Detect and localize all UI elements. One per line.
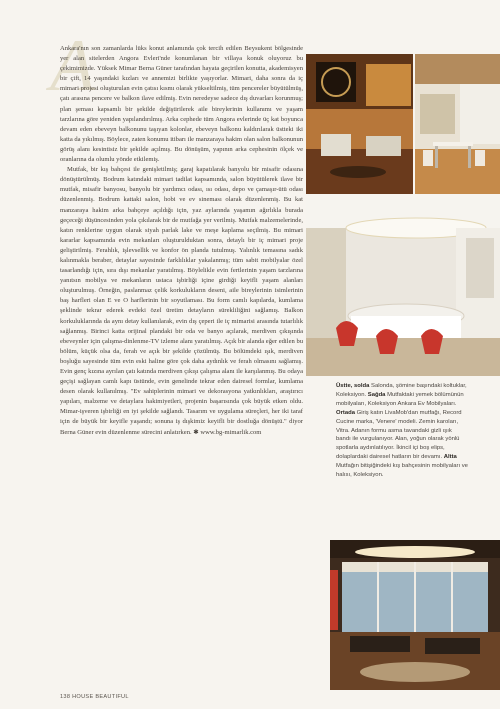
- photo-captions: [336, 382, 468, 480]
- photo-winter-garden: [330, 540, 500, 690]
- photo-living-fireplace: [306, 54, 413, 194]
- caption-text-4: Mutfağın bitişiğindeki kış bahçesinin mobilyaları ve halısı, Koleksiyon.: [336, 463, 468, 479]
- caption-label-1: Üstte, solda: [336, 383, 370, 389]
- caption-label-3: Ortada: [336, 409, 355, 416]
- article-paragraph-1: Ankara'nın son zamanlarda lüks konut anlamında çok tercih edilen Beysukent bölgesinde yer alan sitelerden Angora Evleri'nde konumlanan bir villaya konuk oluyoruz bu çekimimizde. Yüksek Mimar Berna Güner tarafından hayata geçirilen konutta, akademisyen bir çift, 14 yaşındaki kızları ve annemizi birlikte yaşıyorlar. Mimari, daha sonra da iç mimari projesi oluşturulan evin çatısı kısmı olarak yükseltilmiş, tüm pencereler büyütülmüş, çatı arasına pencere ve balkon ilave edilmiş. Evin neredeyse sadece dış duvarları korunmuş; plan şeması kapsamlı bir şekilde değiştirilerek aile bireylerinin kullanımı ve yaşam tarzlarına göre yeniden yapılandırılmış. Arka cephede tüm Angora evlerinde üç kat boyunca devam eden ebeveyn balkonunu taşıyan kolonlar, ebeveyn balkonu kaldırılarak üstteki iki katta da yıkılmış. Böylece, zaten konumu itibarı ile manzaraya hakim olan salon balkonunun görüş alanı kesintisiz bir şekilde açılmış. Bu dönüşüm, yapının arka cephesinin ölçek ve oranlarına da olumlu yönde etkilemiş.: [60, 45, 303, 164]
- decorative-dropcap: A: [50, 25, 96, 107]
- photo-dining-kitchen: [415, 54, 500, 194]
- article-paragraph-2: Mutfak, bir kış bahçesi ile genişletilmiş; garaj kapatılarak banyolu bir misafir odasına dönüştürülmüş. Bodrum katındaki mimari tadilat kapsamında, salon büyütülerek ilave bir mutfak, misafir banyosu, banyolu bir yardımcı odası, ısı odası, depo ve çamaşır-ütü odası düzenlenmiş. Bodrum kattaki salon, hobi ve ev sineması olarak düzenlenmiş. Bu kat manzaraya hakim arka bahçeye açıldığı için, yaz aylarında yaşamın ağırlıkla burada geçeceği düşüncesinden yola çıkılarak bir de mutfağa yer verilmiş. Mutfak malzemelerinde, katın renklerine uygun olarak siyah parlak lake ve meşe kaplama seçilmiş. Bu mimari kararlar kapsamında evin mekanları oluşturulduktan sonra, detaylı bir iç mimari proje geliştirilmiş. Ferahlık, işlevsellik ve konfor ön planda tutulmuş. Yalınlık temasına sadık kalınmakla beraber, detaylar sayesinde farklılıklar yakalanmış; tüm sabit mobilyalar özel tasarlandığı için, sıra dışı mekanlar yaratılmış. Böylelikle evin fertlerinin yaşam tarzlarına yanıtsın mobilya ve mekanların ustaca işbirliği içine girdiği keyifli yaşam alanları oluşturulmuş. Örneğin, paslanmaz çelik korkulukların deseni, aile bireylerinin isimlerinin baş harfleri olan E ve O harflerinin bir soyutlaması. Bu form camlı kapılarda, kumlama şeklinde tekrar ederek evdeki özel üretim detayların sürekliliğini sağlamış. Balkon korkuluklarında da aynı detay kullanılarak, evin dış çeperi ile iç mimarisi arasında tutarlılık sağlanmış. Birinci katta orijinal plandaki bir oda ve banyo açılarak, merdiven çıkışında ebeveynler için çalışma-dinlenme-TV izleme alanı yaratılmış. Açık bir alanda eğer edilen bu bölüm, küçük olsa da, ferah ve açık bir şekilde çözülmüş. Bu bölümdeki ışık, merdiven boşluğu sayesinde tüm evin eski haline göre çok daha aydınlık ve ferah olmasını sağlamış. Evin genç kızına ayrılan çatı katında merdiven çıkışı çalışma alanı ile karşılanmış. Bu odaya geçişi sağlayan camlı kapı üstünde, evin genelinde tekrar eden dairesel formlar, kumlama desen olarak kullanılmış. "Ev sahiplerinin mimari ve dekorasyona yatkınlıkları, araştırıcı yapıları, malzeme ve detaylara hakimiyetleri, projenin başarısında çok büyük etken oldu. Mimar-işveren işbirliği en iyi şekilde sağlandı. Tasarım ve uygulama süreçleri, her iki taraf için de büyük bir keyifle yaşandı; sonuna iş dışkimiz keyifli bir dostluğa dönüştü." diyor Berna Güner evin düzenlenme sürecini anlatırken. ✱ www.bg-mimarlik.com: [60, 166, 303, 436]
- article-body: [60, 44, 303, 438]
- caption-label-2: Sağda: [367, 391, 386, 398]
- caption-label-4: Altta: [443, 454, 457, 461]
- caption-text-3: Giriş katın LivaMob'dan mutfağı, Record Cucine marka, 'Venere' modeli. Zemin karoları, Vitra. Adanın formu asma tavandaki gizli ışık bandı ile vurgulanıyor. Alan, yoğun olarak yönlü spotlarla aydınlatılıyor. İkincil içi boş elips, dolaplardaki dairesel hatların bir devamı.: [336, 409, 462, 461]
- caption-text-1: Salonda, şömine başındaki koltuklar, Koleksiyon.: [336, 383, 467, 398]
- caption-text-2: Mutfaktaki yemek bölümünün mobilyaları, Koleksiyon Ankara Ev Mobilyaları.: [336, 391, 464, 407]
- page-footer: 138 HOUSE BEAUTIFUL: [60, 694, 129, 700]
- photo-kitchen-island: [306, 198, 500, 376]
